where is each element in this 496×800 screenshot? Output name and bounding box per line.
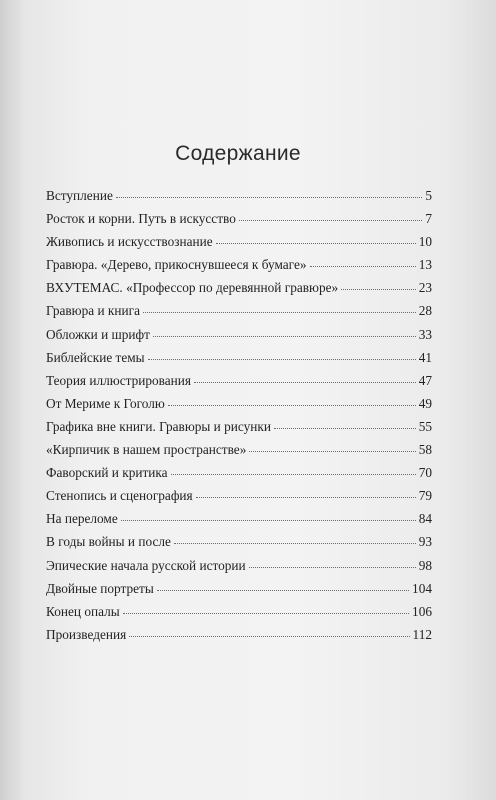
entry-page-number: 79 — [418, 488, 432, 504]
table-of-contents — [46, 188, 432, 650]
toc-entry — [46, 327, 432, 350]
toc-entry — [46, 234, 432, 257]
toc-entry — [46, 188, 432, 211]
entry-title: Библейские темы — [46, 349, 145, 365]
toc-entry — [46, 442, 432, 465]
entry-title: Живопись и искусствознание — [46, 234, 213, 250]
toc-entry — [46, 465, 432, 488]
entry-title: В годы войны и после — [46, 534, 171, 550]
entry-title: Теория иллюстрирования — [46, 372, 191, 388]
entry-title: Вступление — [46, 188, 113, 203]
entry-page-number: 112 — [412, 626, 432, 642]
entry-title: На переломе — [46, 511, 118, 527]
entry-title: Обложки и шрифт — [46, 326, 150, 342]
dot-leader — [249, 451, 415, 452]
entry-title: Эпические начала русской истории — [46, 557, 246, 573]
entry-page-number: 41 — [418, 349, 432, 365]
entry-page-number: 23 — [418, 280, 432, 296]
dot-leader — [274, 428, 416, 429]
toc-entry — [46, 627, 432, 650]
entry-page-number: 58 — [418, 442, 432, 458]
entry-title: Фаворский и критика — [46, 465, 168, 481]
entry-title: Конец опалы — [46, 603, 120, 619]
toc-entry — [46, 558, 432, 581]
toc-entry — [46, 303, 432, 326]
entry-title: Произведения — [46, 626, 127, 642]
dot-leader — [194, 382, 416, 383]
dot-leader — [168, 405, 416, 406]
toc-entry — [46, 396, 432, 419]
dot-leader — [148, 359, 416, 360]
entry-title: ВХУТЕМАС. «Профессор по деревянной гравюре» — [46, 280, 339, 296]
dot-leader — [153, 336, 416, 337]
entry-page-number: 7 — [425, 211, 432, 227]
entry-page-number: 55 — [418, 418, 432, 434]
dot-leader — [239, 220, 422, 221]
dot-leader — [310, 266, 416, 267]
entry-page-number: 10 — [418, 234, 432, 250]
entry-title: Гравюра. «Дерево, прикоснувшееся к бумаге» — [46, 257, 307, 273]
entry-title: Гравюра и книга — [46, 303, 140, 319]
dot-leader — [116, 197, 423, 198]
dot-leader — [157, 590, 409, 591]
entry-page-number: 47 — [418, 372, 432, 388]
toc-entry — [46, 534, 432, 557]
toc-entry — [46, 488, 432, 511]
toc-entry — [46, 211, 432, 234]
entry-title: Двойные портреты — [46, 580, 154, 596]
dot-leader — [121, 520, 416, 521]
dot-leader — [341, 289, 416, 290]
dot-leader — [216, 243, 416, 244]
entry-page-number: 28 — [418, 303, 432, 319]
toc-entry — [46, 373, 432, 396]
toc-entry — [46, 350, 432, 373]
dot-leader — [123, 613, 409, 614]
toc-entry — [46, 419, 432, 442]
dot-leader — [143, 312, 416, 313]
toc-entry — [46, 257, 432, 280]
dot-leader — [196, 497, 416, 498]
entry-page-number: 13 — [418, 257, 432, 273]
entry-page-number: 104 — [412, 580, 432, 596]
dot-leader — [129, 636, 409, 637]
toc-entry — [46, 581, 432, 604]
entry-page-number: 98 — [418, 557, 432, 573]
entry-title: Графика вне книги. Гравюры и рисунки — [46, 418, 271, 434]
dot-leader — [174, 543, 416, 544]
entry-title: Стенопись и сценография — [46, 488, 193, 504]
entry-page-number: 93 — [418, 534, 432, 550]
entry-page-number: 49 — [418, 395, 432, 411]
toc-entry — [46, 280, 432, 303]
toc-entry — [46, 604, 432, 627]
entry-title: «Кирпичик в нашем пространстве» — [46, 442, 247, 458]
entry-title: От Мериме к Гоголю — [46, 395, 165, 411]
dot-leader — [171, 474, 416, 475]
entry-page-number: 33 — [418, 326, 432, 342]
entry-page-number: 84 — [418, 511, 432, 527]
entry-page-number: 70 — [418, 465, 432, 481]
entry-page-number: 5 — [425, 188, 432, 203]
page-title: Содержание — [175, 142, 301, 165]
entry-title: Росток и корни. Путь в искусство — [46, 211, 236, 227]
toc-entry — [46, 511, 432, 534]
entry-page-number: 106 — [412, 603, 432, 619]
dot-leader — [249, 567, 416, 568]
